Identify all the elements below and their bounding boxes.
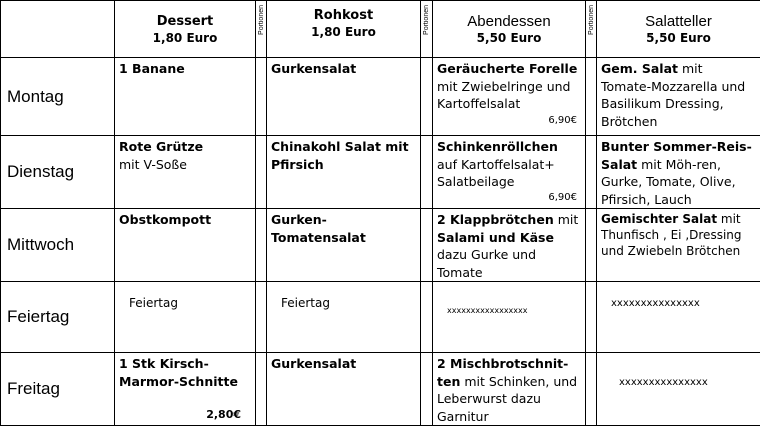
portionen-cell bbox=[421, 58, 433, 136]
dish-name: Gurken-Tomatensalat bbox=[271, 212, 366, 245]
header-dessert-price: 1,80 Euro bbox=[115, 30, 255, 47]
portionen-label: Portionen bbox=[423, 1, 430, 39]
day-label: Feiertag bbox=[1, 282, 115, 353]
table-row bbox=[1, 282, 760, 353]
dish-name: 1 Banane bbox=[119, 61, 185, 76]
header-abendessen bbox=[433, 1, 586, 58]
dish-description: mit Möh-ren, Gurke, Tomate, Olive, Pfirsich, Lauch bbox=[601, 157, 736, 207]
portionen-column-1 bbox=[256, 1, 267, 58]
dish-name: Gurkensalat bbox=[271, 61, 356, 76]
abendessen-cell bbox=[433, 58, 586, 136]
placeholder-x: xxxxxxxxxxxxxxx bbox=[597, 353, 760, 388]
dish-description: mit Thunfisch , Ei ,Dressing und Zwiebeln Brötchen bbox=[601, 212, 742, 258]
holiday-text: Feiertag bbox=[115, 282, 255, 310]
table-row bbox=[1, 353, 760, 426]
portionen-cell bbox=[586, 136, 597, 209]
portionen-column-3 bbox=[586, 1, 597, 58]
header-abendessen-name: Abendessen bbox=[433, 13, 585, 30]
dish-name: Obstkompott bbox=[119, 212, 211, 227]
abendessen-cell bbox=[433, 282, 586, 353]
portionen-cell bbox=[256, 58, 267, 136]
header-salatteller-price: 5,50 Euro bbox=[597, 30, 760, 47]
dish-description: mit Tomate-Mozzarella und Basilikum Dressing, Brötchen bbox=[601, 61, 745, 129]
portionen-cell bbox=[586, 58, 597, 136]
portionen-label: Portionen bbox=[588, 1, 595, 39]
dessert-cell bbox=[115, 209, 256, 282]
dish-description: mit Zwiebelringe und Kartoffelsalat bbox=[437, 79, 570, 112]
day-label: Freitag bbox=[1, 353, 115, 426]
dish-description: auf Kartoffelsalat+ Salatbeilage bbox=[437, 157, 555, 190]
dessert-cell bbox=[115, 58, 256, 136]
dish-name: 2 Klappbrötchen bbox=[437, 212, 554, 227]
dessert-cell bbox=[115, 282, 256, 353]
dessert-cell bbox=[115, 353, 256, 426]
dish-description: dazu Gurke und Tomate bbox=[437, 247, 536, 280]
salatteller-cell bbox=[597, 58, 760, 136]
rohkost-cell bbox=[267, 136, 421, 209]
salatteller-cell bbox=[597, 282, 760, 353]
header-rohkost bbox=[267, 1, 421, 58]
placeholder-x: xxxxxxxxxxxxxxx bbox=[597, 282, 760, 309]
table-row bbox=[1, 58, 760, 136]
day-label: Dienstag bbox=[1, 136, 115, 209]
dish-name: Schinkenröllchen bbox=[437, 139, 558, 154]
salatteller-cell bbox=[597, 353, 760, 426]
header-rohkost-price: 1,80 Euro bbox=[267, 24, 420, 41]
dish-name: Gurkensalat bbox=[271, 356, 356, 371]
portionen-cell bbox=[421, 209, 433, 282]
portionen-cell bbox=[421, 136, 433, 209]
header-salatteller bbox=[597, 1, 760, 58]
dish-name: Rote Grütze bbox=[119, 139, 203, 154]
table-row bbox=[1, 209, 760, 282]
salatteller-cell bbox=[597, 209, 760, 282]
portionen-cell bbox=[256, 136, 267, 209]
portionen-cell bbox=[421, 282, 433, 353]
salatteller-cell bbox=[597, 136, 760, 209]
rohkost-cell bbox=[267, 282, 421, 353]
header-dessert-name: Dessert bbox=[115, 13, 255, 30]
dish-name-secondary: Salami und Käse bbox=[437, 230, 554, 245]
holiday-text: Feiertag bbox=[267, 282, 420, 310]
dessert-cell bbox=[115, 136, 256, 209]
portionen-cell bbox=[256, 282, 267, 353]
dish-name: Gem. Salat bbox=[601, 61, 678, 76]
portionen-cell bbox=[586, 282, 597, 353]
header-row bbox=[1, 1, 760, 58]
dish-connector: mit bbox=[554, 212, 579, 227]
day-label: Montag bbox=[1, 58, 115, 136]
portionen-cell bbox=[586, 353, 597, 426]
header-abendessen-price: 5,50 Euro bbox=[433, 30, 585, 47]
price-tag: 6,90€ bbox=[548, 112, 577, 130]
price-tag: 2,80€ bbox=[206, 406, 241, 424]
portionen-label: Portionen bbox=[258, 1, 265, 39]
dish-name: 2 Mischbrotschnit-ten bbox=[437, 356, 568, 389]
header-salatteller-name: Salatteller bbox=[597, 13, 760, 30]
placeholder-x: xxxxxxxxxxxxxxxxx bbox=[433, 282, 585, 315]
day-label: Mittwoch bbox=[1, 209, 115, 282]
table-row bbox=[1, 136, 760, 209]
portionen-cell bbox=[421, 353, 433, 426]
header-rohkost-name: Rohkost bbox=[267, 7, 420, 24]
portionen-cell bbox=[586, 209, 597, 282]
rohkost-cell bbox=[267, 58, 421, 136]
portionen-cell bbox=[256, 353, 267, 426]
abendessen-cell bbox=[433, 209, 586, 282]
dish-name: 1 Stk Kirsch-Marmor-Schnitte bbox=[119, 356, 238, 389]
abendessen-cell bbox=[433, 353, 586, 426]
dish-description: mit Schinken, und Leberwurst dazu Garnitur bbox=[437, 374, 577, 424]
abendessen-cell bbox=[433, 136, 586, 209]
header-dessert bbox=[115, 1, 256, 58]
dish-description: mit V-Soße bbox=[119, 157, 187, 172]
dish-name: Bunter Sommer-Reis-Salat bbox=[601, 139, 752, 172]
dish-name: Chinakohl Salat mit Pfirsich bbox=[271, 139, 409, 172]
dish-name: Geräucherte Forelle bbox=[437, 61, 577, 76]
dish-name: Gemischter Salat bbox=[601, 212, 717, 226]
portionen-cell bbox=[256, 209, 267, 282]
rohkost-cell bbox=[267, 353, 421, 426]
corner-cell bbox=[1, 1, 115, 58]
price-tag: 6,90€ bbox=[548, 189, 577, 207]
portionen-column-2 bbox=[421, 1, 433, 58]
rohkost-cell bbox=[267, 209, 421, 282]
